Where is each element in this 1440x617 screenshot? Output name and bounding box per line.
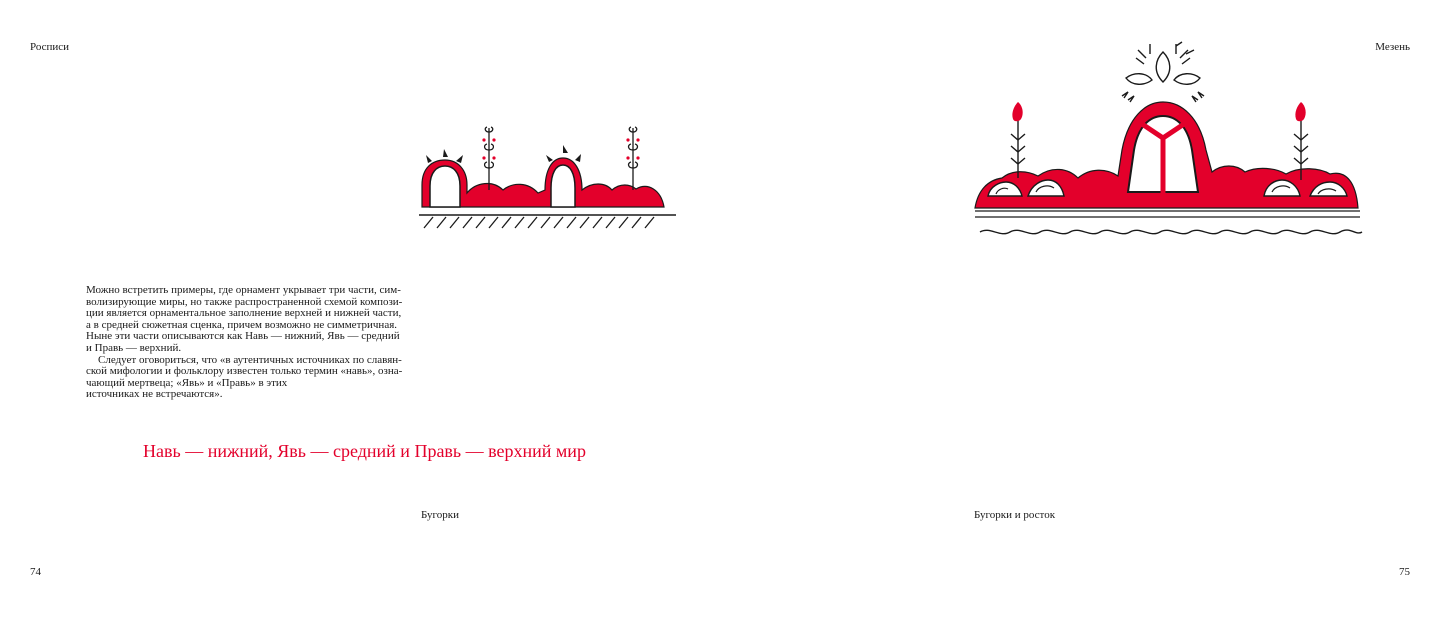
pull-quote: Навь — нижний, Явь — средний и Правь — верхний мир bbox=[143, 441, 586, 461]
running-head-right: Мезень bbox=[1375, 41, 1410, 53]
text-line: чающий мертвеца; «Явь» и «Правь» в этих bbox=[86, 376, 288, 389]
figure-caption-right: Бугорки и росток bbox=[974, 509, 1056, 521]
running-head-left: Росписи bbox=[30, 41, 70, 53]
body-text bbox=[86, 285, 446, 401]
paragraph-1 bbox=[86, 285, 446, 355]
text-line: Следует оговориться, что «в аутентичных источниках по славян- bbox=[98, 353, 402, 366]
paragraph-2 bbox=[86, 355, 446, 401]
text-line: ции является орнаментальное заполнение верхней и нижней части, bbox=[86, 307, 402, 320]
page-number-right: 75 bbox=[1399, 566, 1410, 578]
text-line: ской мифологии и фольклору известен только термин «навь», озна- bbox=[86, 365, 403, 378]
text-line: и Правь — верхний. bbox=[86, 341, 182, 354]
text-line: Ныне эти части описываются как Навь — нижний, Явь — средний bbox=[86, 330, 400, 343]
figure-caption-left: Бугорки bbox=[421, 509, 460, 521]
text-line: источниках не встречаются». bbox=[86, 388, 223, 401]
page-number-left: 74 bbox=[30, 566, 41, 578]
text-line: Можно встретить примеры, где орнамент укрывает три части, сим- bbox=[86, 284, 401, 296]
text-line: волизирующие миры, но также распространенной схемой компози- bbox=[86, 295, 403, 308]
text-line: а в средней сюжетная сценка, причем возможно не симметричная. bbox=[86, 318, 398, 331]
